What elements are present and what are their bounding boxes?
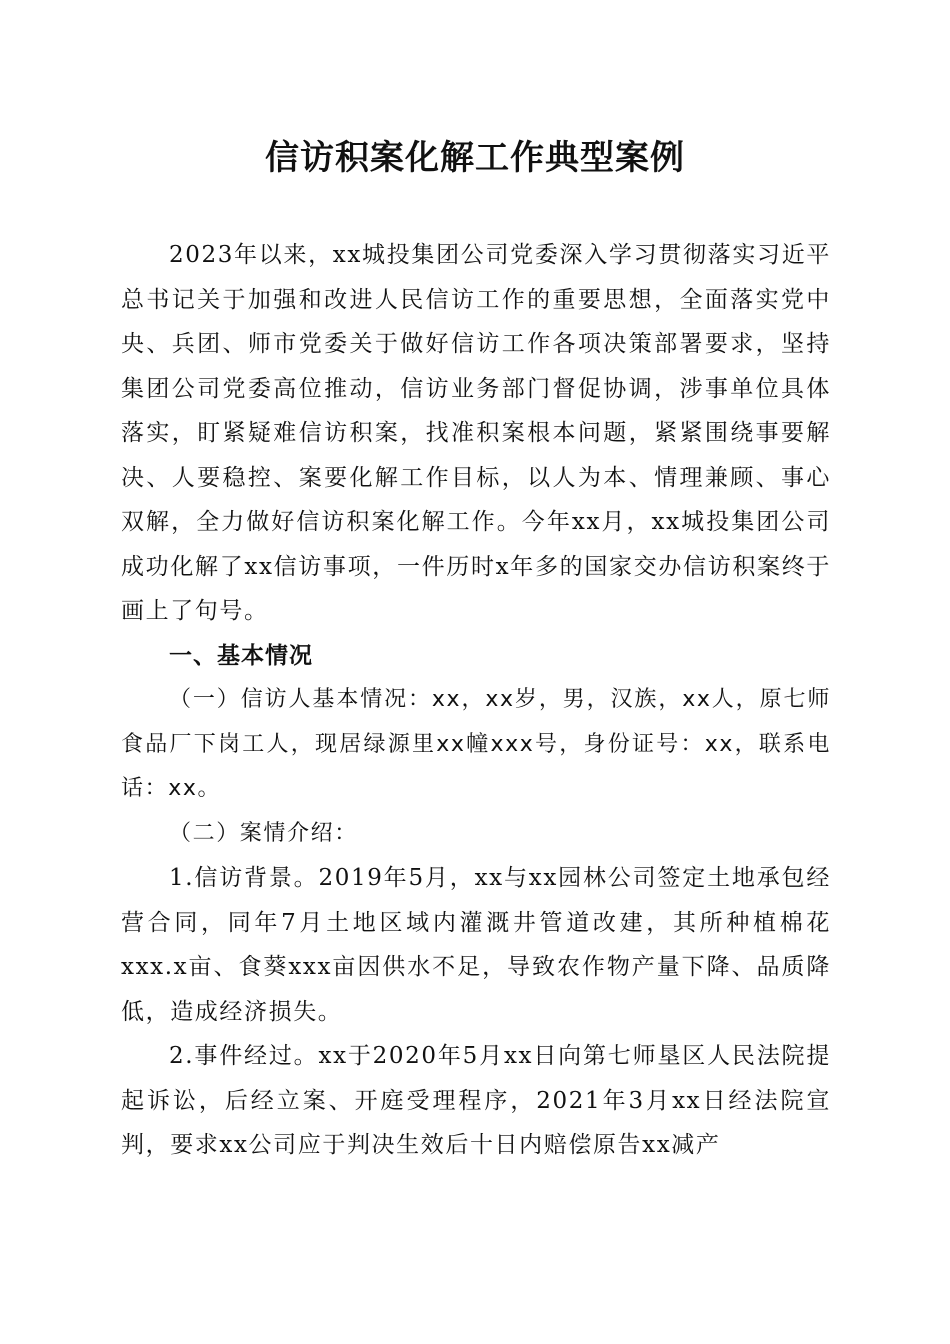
petitioner-info-paragraph: （一）信访人基本情况：xx，xx岁，男，汉族，xx人，原七师食品厂下岗工人，现居绿源里xx幢xxx号，身份证号：xx，联系电话：xx。 [121, 687, 831, 801]
petition-background-paragraph: 1.信访背景。2019年5月，xx与xx园林公司签定土地承包经营合同，同年7月土地区域内灌溉井管道改建，其所种植棉花xxx.x亩、食葵xxx亩因供水不足，导致农作物产量下降、品质降低，造成经济损失。 [121, 865, 831, 1025]
document-body [121, 233, 831, 1168]
case-intro-heading: （二）案情介绍： [169, 820, 358, 846]
document-title: 信访积案化解工作典型案例 [265, 138, 685, 178]
event-process-paragraph: 2.事件经过。xx于2020年5月xx日向第七师垦区人民法院提起诉讼，后经立案、开庭受理程序，2021年3月xx日经法院宣判，要求xx公司应于判决生效后十日内赔偿原告xx减产 [121, 1043, 831, 1158]
intro-paragraph: 2023年以来，xx城投集团公司党委深入学习贯彻落实习近平总书记关于加强和改进人民信访工作的重要思想，全面落实党中央、兵团、师市党委关于做好信访工作各项决策部署要求，坚持集团公司党委高位推动，信访业务部门督促协调，涉事单位具体落实，盯紧疑难信访积案，找准积案根本问题，紧紧围绕事要解决、人要稳控、案要化解工作目标，以人为本、情理兼顾、事心双解，全力做好信访积案化解工作。今年xx月，xx城投集团公司成功化解了xx信访事项，一件历时x年多的国家交办信访积案终于画上了句号。 [121, 242, 831, 624]
section-heading-basic-situation: 一、基本情况 [169, 642, 313, 669]
